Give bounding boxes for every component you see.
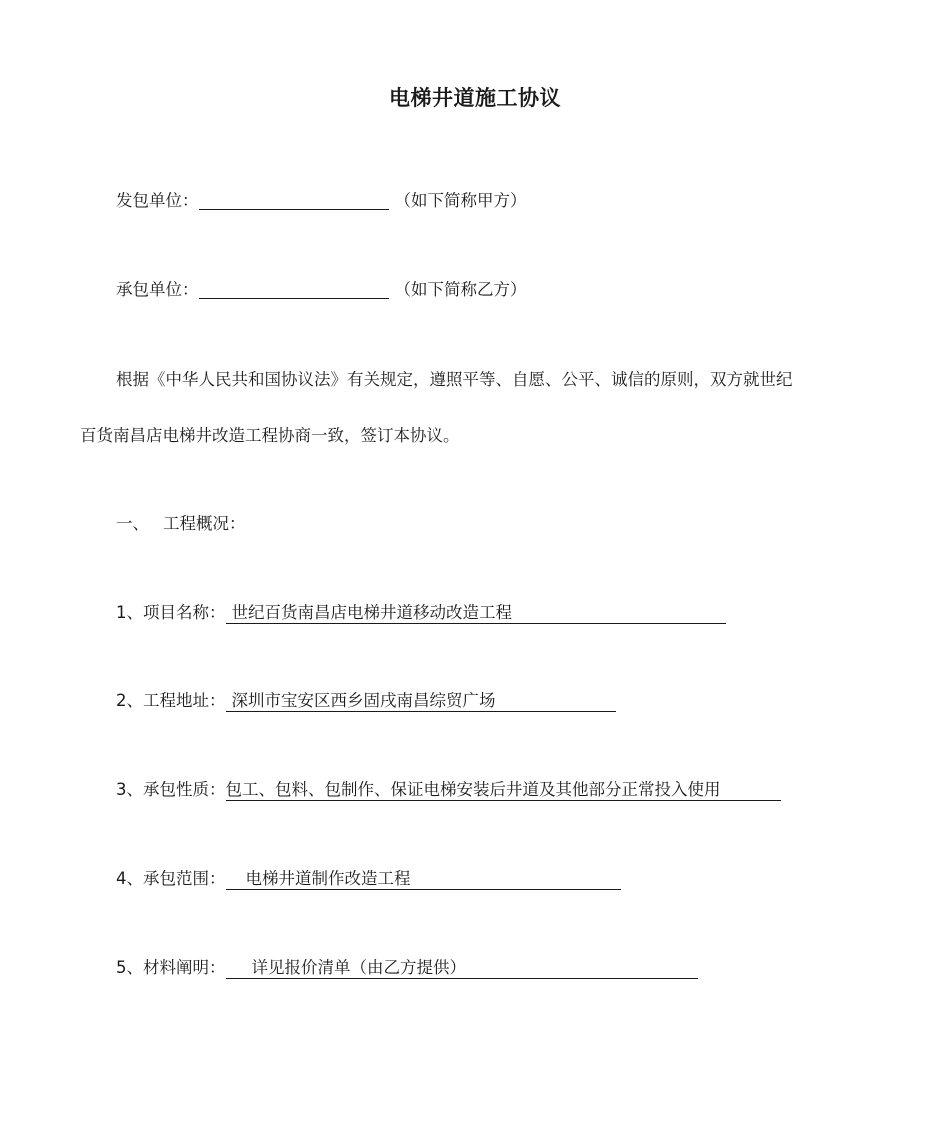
party-a-suffix: （如下简称甲方）: [394, 191, 527, 210]
item-value-field: [226, 958, 698, 979]
item-label: 3、承包性质：: [116, 780, 226, 799]
item-project-address: [116, 690, 616, 712]
item-value-field: [226, 603, 726, 624]
item-value: 世纪百货南昌店电梯井道移动改造工程: [231, 603, 512, 622]
preamble-line-2: 百货南昌店电梯井改造工程协商一致，签订本协议。: [80, 426, 460, 445]
party-a-blank-field[interactable]: [199, 191, 389, 210]
item-label: 2、工程地址：: [116, 691, 226, 710]
item-material-statement: [116, 957, 698, 979]
section-1-number: 一、: [116, 514, 149, 533]
item-value-field: [226, 691, 616, 712]
document-title: 电梯井道施工协议: [389, 86, 561, 110]
item-contract-scope: [116, 868, 621, 890]
party-b-suffix: （如下简称乙方）: [394, 280, 527, 299]
item-project-name: [116, 602, 726, 624]
section-1-title: 工程概况：: [163, 514, 246, 533]
item-value-field: [226, 869, 621, 890]
party-a-label: 发包单位：: [116, 191, 199, 210]
preamble-line-1: 根据《中华人民共和国协议法》有关规定，遵照平等、自愿、公平、诚信的原则，双方就世纪: [116, 370, 793, 389]
item-value: 包工、包料、包制作、保证电梯安装后井道及其他部分正常投入使用: [225, 780, 721, 799]
item-value-field: [226, 780, 781, 801]
party-b-label: 承包单位：: [116, 280, 199, 299]
item-value: 详见报价清单（由乙方提供）: [251, 958, 466, 977]
item-label: 1、项目名称：: [116, 603, 226, 622]
section-1-heading: [116, 513, 246, 535]
item-value: 电梯井道制作改造工程: [245, 869, 411, 888]
item-contract-nature: [116, 779, 781, 801]
item-label: 5、材料阐明：: [116, 958, 226, 977]
party-a-line: [116, 190, 527, 212]
item-label: 4、承包范围：: [116, 869, 226, 888]
party-b-line: [116, 279, 527, 301]
party-b-blank-field[interactable]: [199, 280, 389, 299]
item-value: 深圳市宝安区西乡固戌南昌综贸广场: [231, 691, 496, 710]
